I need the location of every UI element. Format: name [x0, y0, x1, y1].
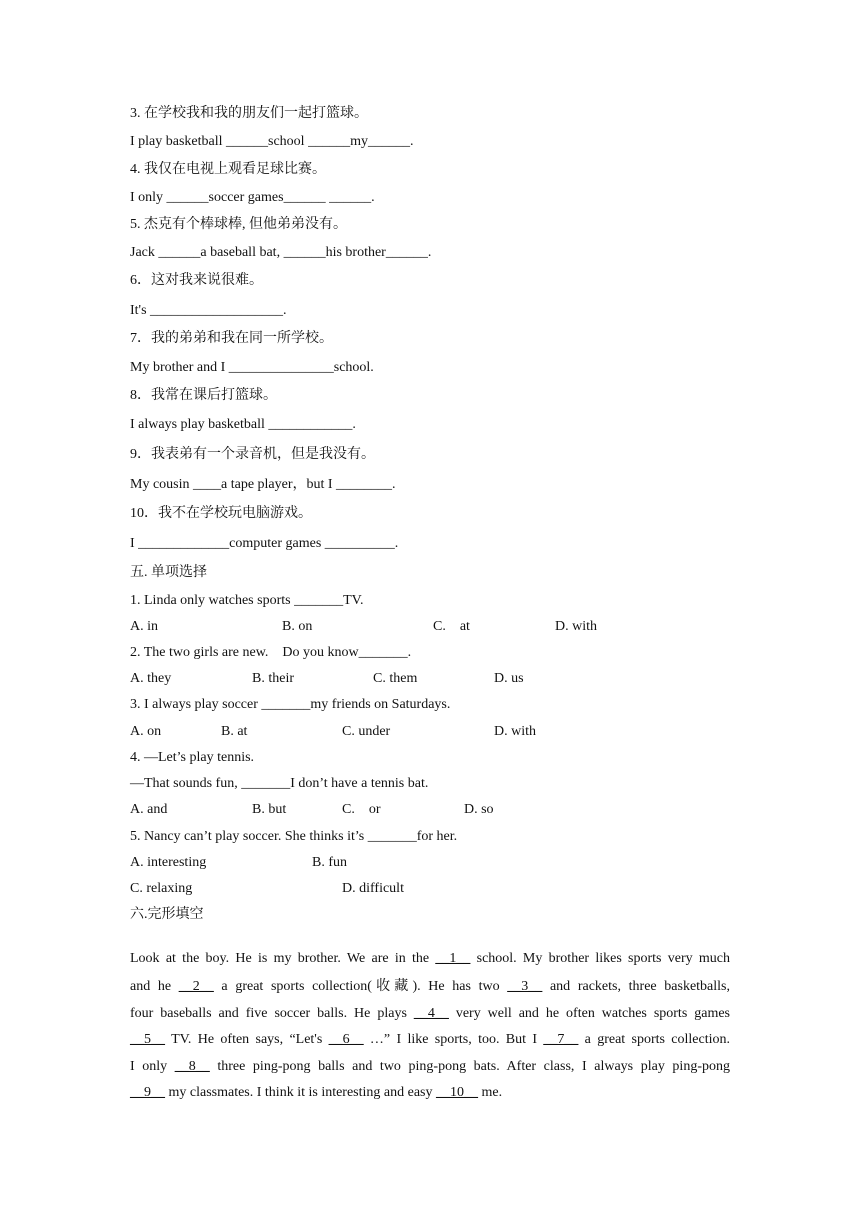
- translation-item-6-english: It's ___________________.: [130, 303, 287, 318]
- cloze-line-5: [130, 1059, 730, 1075]
- translation-item-3-english: I play basketball ______school ______my______.: [130, 134, 414, 149]
- translation-item-8-chinese: 8．我常在课后打篮球。: [130, 388, 277, 403]
- cloze-text: very well and he often watches sports games: [448, 1006, 730, 1021]
- mc-question-1-stem: 1. Linda only watches sports _______TV.: [130, 593, 364, 608]
- mc-question-4-stem: 4. —Let’s play tennis.: [130, 750, 255, 765]
- cloze-text: school. My brother likes sports very much: [470, 951, 730, 966]
- mc-q2-option-b: B. their: [252, 671, 294, 686]
- mc-question-4-stem-reply: —That sounds fun, _______I don’t have a tennis bat.: [130, 776, 429, 791]
- mc-q1-option-c: C. at: [433, 619, 470, 634]
- mc-q5-option-b: B. fun: [312, 855, 347, 870]
- translation-item-4-english: I only ______soccer games______ ______.: [130, 190, 375, 205]
- mc-question-2-stem: 2. The two girls are new. Do you know_______.: [130, 645, 412, 660]
- cloze-text: my classmates. I think it is interesting and easy: [165, 1085, 437, 1100]
- cloze-line-6: [130, 1085, 730, 1101]
- mc-q2-option-a: A. they: [130, 671, 172, 686]
- cloze-blank-8: __8__: [174, 1059, 210, 1074]
- section-6-title: 六.完形填空: [130, 907, 204, 922]
- translation-item-9-english: My cousin ____a tape player，but I ________.: [130, 477, 396, 492]
- mc-q1-option-b: B. on: [282, 619, 313, 634]
- mc-q4-option-b: B. but: [252, 802, 287, 817]
- cloze-line-4: [130, 1032, 730, 1048]
- translation-item-3-chinese: 3. 在学校我和我的朋友们一起打篮球。: [130, 106, 368, 121]
- cloze-text: me.: [478, 1085, 503, 1100]
- cloze-blank-2: __2__: [178, 979, 214, 994]
- cloze-blank-9: __9__: [130, 1085, 165, 1100]
- cloze-blank-10: __10__: [436, 1085, 479, 1100]
- mc-q5-option-a: A. interesting: [130, 855, 207, 870]
- mc-q1-option-a: A. in: [130, 619, 158, 634]
- mc-q3-option-d: D. with: [494, 724, 536, 739]
- mc-question-5-stem: 5. Nancy can’t play soccer. She thinks it’s _______for her.: [130, 829, 458, 844]
- translation-item-5-chinese: 5. 杰克有个棒球棒, 但他弟弟没有。: [130, 217, 347, 232]
- translation-item-6-chinese: 6．这对我来说很难。: [130, 273, 263, 288]
- translation-item-5-english: Jack ______a baseball bat, ______his brother______.: [130, 245, 432, 260]
- mc-q2-option-c: C. them: [373, 671, 418, 686]
- cloze-text: …” I like sports, too. But I: [363, 1032, 544, 1047]
- cloze-text: I only: [130, 1059, 175, 1074]
- cloze-text: three ping-pong balls and two ping-pong bats. After class, I always play ping-pong: [209, 1059, 730, 1074]
- mc-q3-option-a: A. on: [130, 724, 162, 739]
- translation-item-7-chinese: 7．我的弟弟和我在同一所学校。: [130, 331, 333, 346]
- translation-item-7-english: My brother and I _______________school.: [130, 360, 374, 375]
- section-5-title: 五. 单项选择: [130, 565, 207, 580]
- cloze-line-3: [130, 1006, 730, 1022]
- mc-q4-option-a: A. and: [130, 802, 168, 817]
- mc-q4-option-d: D. so: [464, 802, 494, 817]
- cloze-text: and rackets, three basketballs,: [542, 979, 730, 994]
- mc-q2-option-d: D. us: [494, 671, 524, 686]
- mc-q3-option-b: B. at: [221, 724, 248, 739]
- cloze-text: and he: [130, 979, 179, 994]
- cloze-blank-5: __5__: [130, 1032, 165, 1047]
- mc-question-3-stem: 3. I always play soccer _______my friends on Saturdays.: [130, 697, 451, 712]
- cloze-blank-6: __6__: [328, 1032, 364, 1047]
- cloze-text: four baseballs and five soccer balls. He plays: [130, 1006, 414, 1021]
- cloze-blank-4: __4__: [413, 1006, 449, 1021]
- cloze-blank-7: __7__: [543, 1032, 579, 1047]
- mc-q3-option-c: C. under: [342, 724, 391, 739]
- cloze-text: TV. He often says, “Let's: [165, 1032, 329, 1047]
- cloze-text: a great sports collection(收藏). He has two: [213, 979, 508, 994]
- mc-q5-option-c: C. relaxing: [130, 881, 193, 896]
- translation-item-8-english: I always play basketball ____________.: [130, 417, 356, 432]
- cloze-blank-1: __1__: [435, 951, 471, 966]
- cloze-text: Look at the boy. He is my brother. We are in the: [130, 951, 436, 966]
- mc-q5-option-d: D. difficult: [342, 881, 404, 896]
- translation-item-9-chinese: 9．我表弟有一个录音机，但是我没有。: [130, 447, 375, 462]
- translation-item-10-chinese: 10．我不在学校玩电脑游戏。: [130, 506, 312, 521]
- mc-q1-option-d: D. with: [555, 619, 597, 634]
- cloze-line-2: [130, 979, 730, 995]
- cloze-line-1: [130, 951, 730, 967]
- cloze-blank-3: __3__: [507, 979, 543, 994]
- mc-q4-option-c: C. or: [342, 802, 381, 817]
- translation-item-4-chinese: 4. 我仅在电视上观看足球比赛。: [130, 162, 326, 177]
- translation-item-10-english: I _____________computer games __________.: [130, 536, 399, 551]
- cloze-text: a great sports collection.: [578, 1032, 730, 1047]
